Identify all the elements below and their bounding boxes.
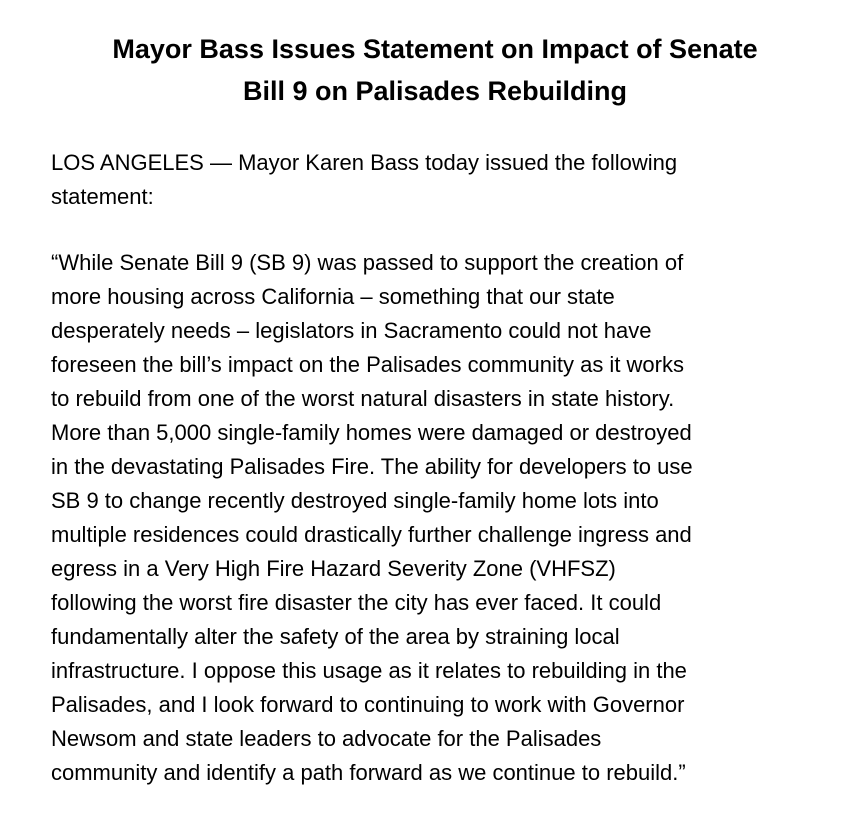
- quote-line: egress in a Very High Fire Hazard Severity Zone (VHFSZ): [51, 556, 616, 581]
- title-line: Mayor Bass Issues Statement on Impact of Senate: [112, 34, 758, 64]
- quote-line: multiple residences could drastically further challenge ingress and: [51, 522, 692, 547]
- dateline-line: statement:: [51, 184, 154, 209]
- quote-line: to rebuild from one of the worst natural disasters in state history.: [51, 386, 675, 411]
- dateline-paragraph: [51, 146, 851, 214]
- title-line: Bill 9 on Palisades Rebuilding: [242, 76, 628, 106]
- quote-line: foreseen the bill’s impact on the Palisades community as it works: [51, 352, 684, 377]
- quote-line: More than 5,000 single-family homes were damaged or destroyed: [51, 420, 692, 445]
- page-title: [30, 28, 840, 112]
- quote-line: in the devastating Palisades Fire. The ability for developers to use: [51, 454, 693, 479]
- quote-line: community and identify a path forward as we continue to rebuild.”: [51, 760, 686, 785]
- statement-quote: [51, 246, 851, 790]
- quote-line: more housing across California – something that our state: [51, 284, 615, 309]
- quote-line: desperately needs – legislators in Sacramento could not have: [51, 318, 652, 343]
- quote-line: infrastructure. I oppose this usage as it relates to rebuilding in the: [51, 658, 687, 683]
- quote-line: Palisades, and I look forward to continuing to work with Governor: [51, 692, 685, 717]
- quote-line: SB 9 to change recently destroyed single-family home lots into: [51, 488, 659, 513]
- quote-line: following the worst fire disaster the city has ever faced. It could: [51, 590, 662, 615]
- quote-line: fundamentally alter the safety of the area by straining local: [51, 624, 620, 649]
- quote-line: “While Senate Bill 9 (SB 9) was passed to support the creation of: [51, 250, 684, 275]
- quote-line: Newsom and state leaders to advocate for the Palisades: [51, 726, 602, 751]
- dateline-line: LOS ANGELES — Mayor Karen Bass today issued the following: [51, 150, 678, 175]
